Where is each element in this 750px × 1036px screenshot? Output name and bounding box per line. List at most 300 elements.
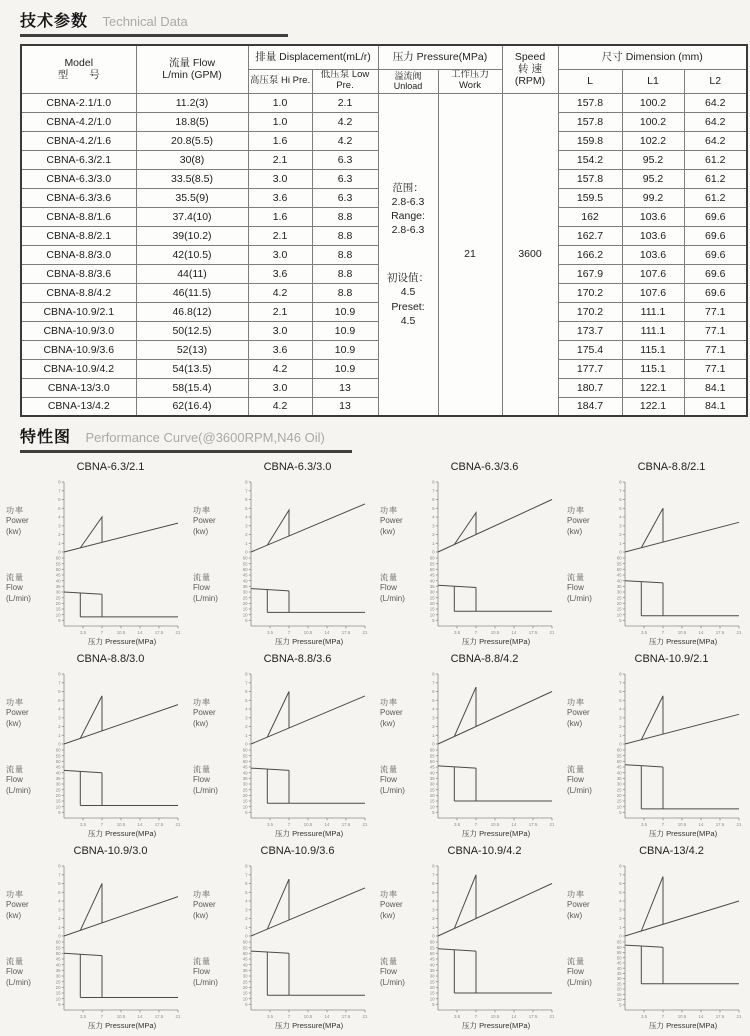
svg-text:17.5: 17.5 [154,629,164,635]
dim-L1-cell: 122.1 [622,397,684,416]
svg-text:40: 40 [429,578,435,584]
svg-text:14: 14 [698,629,704,635]
dim-L1-cell: 103.6 [622,245,684,264]
svg-text:8: 8 [619,479,622,485]
svg-text:55: 55 [55,753,61,759]
svg-text:8: 8 [432,479,435,485]
chart-title: CBNA-6.3/2.1 [76,461,145,473]
hi-pre-cell: 3.6 [248,188,312,207]
svg-text:4: 4 [245,898,248,904]
power-axis-label: 功率 Power (kw) [6,698,29,728]
svg-text:30: 30 [55,781,61,787]
model-cell: CBNA-6.3/3.6 [21,188,136,207]
svg-text:4: 4 [58,898,61,904]
svg-text:20: 20 [429,984,435,990]
svg-text:50: 50 [55,566,61,572]
flow-axis-label: 流量 Flow (L/min) [193,765,218,795]
svg-text:45: 45 [55,572,61,578]
chart-title: CBNA-8.8/2.1 [637,461,706,473]
svg-text:55: 55 [242,945,248,951]
svg-text:压力 Pressure(MPa): 压力 Pressure(MPa) [274,637,344,646]
speed-header-en: Speed [514,51,546,64]
svg-text:6: 6 [245,497,248,503]
chart-title: CBNA-10.9/3.6 [260,845,335,857]
svg-text:7: 7 [432,488,435,494]
svg-text:10.5: 10.5 [303,629,313,635]
flow-cell: 50(12.5) [136,321,248,340]
svg-text:10.5: 10.5 [677,1013,687,1019]
svg-text:65: 65 [616,939,622,945]
svg-text:7: 7 [287,629,291,635]
svg-text:50: 50 [616,955,622,961]
svg-text:5: 5 [245,697,248,703]
svg-text:7: 7 [619,872,622,878]
chart-body [376,476,563,651]
svg-text:3.5: 3.5 [79,1013,87,1019]
chart-plot [235,860,369,1030]
svg-text:14: 14 [324,1013,330,1019]
svg-text:55: 55 [55,561,61,567]
power-axis-label: 功率 Power (kw) [193,890,216,920]
svg-text:1: 1 [432,540,435,546]
col-header-work: 工作压力 Work [438,69,502,93]
chart-plot [48,668,182,838]
flow-cell: 46(11.5) [136,283,248,302]
svg-text:35: 35 [429,967,435,973]
flow-axis-label: 流量 Flow (L/min) [6,765,31,795]
svg-text:3: 3 [245,907,248,913]
svg-text:14: 14 [511,629,517,635]
performance-chart [563,652,750,844]
svg-text:17.5: 17.5 [341,629,351,635]
svg-text:15: 15 [616,991,622,997]
flow-header-line1: 流量 Flow [168,57,216,70]
hi-pre-cell: 3.0 [248,378,312,397]
svg-text:3.5: 3.5 [266,1013,274,1019]
svg-text:20: 20 [616,792,622,798]
svg-text:15: 15 [55,990,61,996]
svg-text:20: 20 [242,984,248,990]
model-header-cn: 型 号 [57,69,100,82]
svg-text:40: 40 [55,962,61,968]
svg-text:17.5: 17.5 [341,821,351,827]
svg-text:40: 40 [616,578,622,584]
dim-L1-cell: 107.6 [622,283,684,302]
dim-L2-cell: 69.6 [684,283,747,302]
dim-L2-cell: 61.2 [684,169,747,188]
chart-body [2,860,189,1035]
flow-cell: 44(11) [136,264,248,283]
svg-text:3: 3 [619,523,622,529]
svg-text:7: 7 [474,821,478,827]
svg-text:35: 35 [242,775,248,781]
svg-text:2: 2 [58,724,61,730]
low-pre-cell: 6.3 [312,150,378,169]
low-pre-cell: 13 [312,378,378,397]
svg-text:20: 20 [429,792,435,798]
svg-text:50: 50 [242,950,248,956]
svg-text:3.5: 3.5 [453,629,461,635]
power-axis-label: 功率 Power (kw) [380,506,403,536]
svg-text:1: 1 [432,732,435,738]
flow-cell: 35.5(9) [136,188,248,207]
svg-text:0: 0 [58,549,61,555]
svg-text:3.5: 3.5 [640,1013,648,1019]
svg-text:5: 5 [245,809,248,815]
svg-text:20: 20 [242,600,248,606]
chart-plot [235,476,369,646]
svg-text:6: 6 [619,497,622,503]
flow-cell: 52(13) [136,340,248,359]
svg-text:55: 55 [429,561,435,567]
svg-text:8: 8 [245,671,248,677]
dim-L-cell: 162.7 [558,226,622,245]
unload-line: 4.5 [400,286,416,299]
svg-text:4: 4 [245,514,248,520]
svg-text:14: 14 [137,629,143,635]
performance-chart [563,844,750,1036]
svg-text:5: 5 [58,697,61,703]
model-cell: CBNA-2.1/1.0 [21,93,136,112]
svg-text:15: 15 [242,990,248,996]
flow-axis-label: 流量 Flow (L/min) [567,957,592,987]
svg-text:30: 30 [616,781,622,787]
svg-text:30: 30 [429,973,435,979]
col-header-speed [502,45,558,93]
svg-text:8: 8 [432,671,435,677]
chart-title: CBNA-6.3/3.6 [450,461,519,473]
dim-L-cell: 170.2 [558,283,622,302]
svg-text:1: 1 [245,540,248,546]
unload-line: 2.8-6.3 [391,195,425,208]
chart-body [2,476,189,651]
dim-L-cell: 173.7 [558,321,622,340]
svg-text:15: 15 [55,798,61,804]
svg-text:3: 3 [619,715,622,721]
svg-text:10.5: 10.5 [116,1013,126,1019]
svg-text:4: 4 [432,514,435,520]
svg-text:8: 8 [58,863,61,869]
performance-chart [376,460,563,652]
svg-text:2: 2 [245,916,248,922]
svg-text:60: 60 [616,747,622,753]
svg-text:10: 10 [242,996,248,1002]
svg-text:7: 7 [619,488,622,494]
svg-text:15: 15 [616,798,622,804]
svg-text:压力 Pressure(MPa): 压力 Pressure(MPa) [461,1021,531,1030]
low-pre-cell: 6.3 [312,188,378,207]
svg-text:2: 2 [619,916,622,922]
svg-text:压力 Pressure(MPa): 压力 Pressure(MPa) [87,1021,157,1030]
dim-L1-cell: 103.6 [622,226,684,245]
dim-L1-cell: 107.6 [622,264,684,283]
dim-L2-cell: 84.1 [684,378,747,397]
svg-text:60: 60 [429,747,435,753]
unload-line: 初设值： [387,272,429,285]
svg-text:1: 1 [245,924,248,930]
svg-text:1: 1 [245,732,248,738]
svg-text:压力 Pressure(MPa): 压力 Pressure(MPa) [87,829,157,838]
svg-text:0: 0 [619,741,622,747]
dim-L1-cell: 103.6 [622,207,684,226]
svg-text:4: 4 [619,706,622,712]
svg-text:10: 10 [429,804,435,810]
model-header-en: Model [64,57,94,70]
svg-text:10: 10 [55,804,61,810]
svg-text:20: 20 [242,792,248,798]
model-cell: CBNA-10.9/3.6 [21,340,136,359]
svg-text:7: 7 [245,488,248,494]
svg-text:45: 45 [429,764,435,770]
svg-text:15: 15 [429,606,435,612]
low-pre-cell: 8.8 [312,207,378,226]
dim-L2-cell: 61.2 [684,188,747,207]
model-cell: CBNA-8.8/3.0 [21,245,136,264]
svg-text:1: 1 [58,732,61,738]
svg-text:21: 21 [175,629,181,635]
svg-text:压力 Pressure(MPa): 压力 Pressure(MPa) [648,1021,718,1030]
flow-axis-label: 流量 Flow (L/min) [380,573,405,603]
svg-text:60: 60 [55,747,61,753]
model-cell: CBNA-8.8/2.1 [21,226,136,245]
hi-pre-cell: 3.0 [248,245,312,264]
svg-text:17.5: 17.5 [341,1013,351,1019]
dim-L2-cell: 64.2 [684,131,747,150]
dim-L1-cell: 115.1 [622,359,684,378]
svg-text:5: 5 [245,889,248,895]
work-pressure-cell: 21 [438,93,502,416]
svg-text:50: 50 [429,950,435,956]
chart-body [376,668,563,843]
svg-text:55: 55 [242,753,248,759]
hi-pre-cell: 2.1 [248,226,312,245]
hi-pre-cell: 4.2 [248,283,312,302]
svg-text:0: 0 [432,933,435,939]
svg-text:30: 30 [242,781,248,787]
svg-text:3.5: 3.5 [79,629,87,635]
svg-text:45: 45 [242,572,248,578]
flow-axis-label: 流量 Flow (L/min) [193,957,218,987]
dim-L-cell: 167.9 [558,264,622,283]
svg-text:7: 7 [432,680,435,686]
svg-text:21: 21 [549,1013,555,1019]
svg-text:3: 3 [432,523,435,529]
low-pre-cell: 8.8 [312,264,378,283]
svg-text:35: 35 [55,775,61,781]
power-axis-label: 功率 Power (kw) [193,506,216,536]
speed-header-unit: (RPM) [514,75,546,88]
chart-plot [422,860,556,1030]
hi-pre-cell: 3.0 [248,169,312,188]
svg-text:10.5: 10.5 [303,821,313,827]
svg-text:14: 14 [137,1013,143,1019]
dim-L-cell: 166.2 [558,245,622,264]
speed-cell: 3600 [502,93,558,416]
svg-text:15: 15 [429,990,435,996]
svg-text:10: 10 [242,804,248,810]
svg-text:17.5: 17.5 [715,1013,725,1019]
svg-text:50: 50 [616,566,622,572]
svg-text:3: 3 [432,907,435,913]
chart-title: CBNA-13/4.2 [639,845,704,857]
svg-text:60: 60 [55,939,61,945]
flow-axis-label: 流量 Flow (L/min) [567,573,592,603]
model-cell: CBNA-8.8/4.2 [21,283,136,302]
model-cell: CBNA-4.2/1.6 [21,131,136,150]
svg-text:30: 30 [55,589,61,595]
chart-body [563,668,750,843]
col-header-unload: 溢流阀 Unload [378,69,438,93]
svg-text:2: 2 [619,724,622,730]
svg-text:21: 21 [736,629,742,635]
svg-text:4: 4 [619,898,622,904]
col-header-displacement: 排量 Displacement(mL/r) [248,45,378,69]
svg-text:14: 14 [324,629,330,635]
power-axis-label: 功率 Power (kw) [6,506,29,536]
svg-text:10.5: 10.5 [490,1013,500,1019]
performance-chart [189,652,376,844]
chart-body [189,860,376,1035]
hi-pre-cell: 3.6 [248,264,312,283]
flow-cell: 11.2(3) [136,93,248,112]
svg-text:1: 1 [432,924,435,930]
svg-text:35: 35 [616,583,622,589]
dim-L1-cell: 95.2 [622,169,684,188]
low-pre-cell: 4.2 [312,112,378,131]
svg-text:14: 14 [324,821,330,827]
hi-pre-cell: 4.2 [248,359,312,378]
svg-text:6: 6 [432,881,435,887]
chart-plot [235,668,369,838]
svg-text:45: 45 [616,960,622,966]
col-header-hi-pre: 高压泵 Hi Pre. [248,69,312,93]
svg-text:17.5: 17.5 [715,629,725,635]
section-underline [20,450,352,453]
svg-text:10: 10 [616,612,622,618]
model-cell: CBNA-8.8/3.6 [21,264,136,283]
svg-text:50: 50 [55,950,61,956]
svg-text:7: 7 [432,872,435,878]
svg-text:7: 7 [474,629,478,635]
svg-text:4: 4 [58,706,61,712]
svg-text:40: 40 [242,962,248,968]
speed-header-cn: 转 速 [518,63,542,76]
dim-L1-cell: 100.2 [622,93,684,112]
svg-text:14: 14 [511,821,517,827]
chart-plot [609,668,743,838]
model-cell: CBNA-10.9/2.1 [21,302,136,321]
model-cell: CBNA-6.3/3.0 [21,169,136,188]
svg-text:10.5: 10.5 [303,1013,313,1019]
flow-cell: 62(16.4) [136,397,248,416]
section-underline [20,34,288,37]
model-cell: CBNA-6.3/2.1 [21,150,136,169]
svg-text:60: 60 [429,555,435,561]
svg-text:7: 7 [58,488,61,494]
svg-text:3: 3 [619,907,622,913]
dim-L1-cell: 115.1 [622,340,684,359]
low-pre-cell: 10.9 [312,302,378,321]
svg-text:5: 5 [619,505,622,511]
section-title-cn: 技术参数 [20,13,89,30]
svg-text:45: 45 [242,956,248,962]
svg-text:7: 7 [58,872,61,878]
svg-text:17.5: 17.5 [528,1013,538,1019]
svg-text:17.5: 17.5 [528,821,538,827]
svg-text:14: 14 [137,821,143,827]
model-cell: CBNA-10.9/3.0 [21,321,136,340]
svg-text:30: 30 [429,781,435,787]
svg-text:1: 1 [619,540,622,546]
dim-L2-cell: 69.6 [684,245,747,264]
svg-text:10.5: 10.5 [116,629,126,635]
chart-plot [609,476,743,646]
svg-text:6: 6 [432,497,435,503]
chart-plot [422,476,556,646]
svg-text:7: 7 [661,629,665,635]
svg-text:45: 45 [55,764,61,770]
performance-chart [189,460,376,652]
svg-text:3.5: 3.5 [79,821,87,827]
svg-text:5: 5 [619,697,622,703]
svg-text:35: 35 [55,583,61,589]
svg-text:21: 21 [549,821,555,827]
svg-text:25: 25 [429,979,435,985]
svg-text:40: 40 [242,578,248,584]
svg-text:30: 30 [429,589,435,595]
flow-cell: 20.8(5.5) [136,131,248,150]
svg-text:0: 0 [432,549,435,555]
svg-text:20: 20 [55,792,61,798]
svg-text:4: 4 [58,514,61,520]
section-title-en: Technical Data [102,14,188,29]
svg-text:25: 25 [242,979,248,985]
svg-text:8: 8 [432,863,435,869]
performance-chart [189,844,376,1036]
svg-text:60: 60 [55,555,61,561]
svg-text:35: 35 [616,775,622,781]
svg-text:55: 55 [242,561,248,567]
unload-line [380,237,437,271]
svg-text:3: 3 [245,715,248,721]
svg-text:10.5: 10.5 [677,629,687,635]
dim-L-cell: 159.5 [558,188,622,207]
svg-text:7: 7 [661,1013,665,1019]
chart-body [2,668,189,843]
svg-text:60: 60 [242,939,248,945]
power-axis-label: 功率 Power (kw) [380,698,403,728]
svg-text:7: 7 [100,821,104,827]
svg-text:2: 2 [245,532,248,538]
svg-text:3.5: 3.5 [453,821,461,827]
flow-cell: 58(15.4) [136,378,248,397]
flow-cell: 54(13.5) [136,359,248,378]
dim-L2-cell: 64.2 [684,93,747,112]
col-header-model [21,45,136,93]
chart-title: CBNA-10.9/4.2 [447,845,522,857]
flow-axis-label: 流量 Flow (L/min) [6,573,31,603]
svg-text:17.5: 17.5 [715,821,725,827]
svg-text:7: 7 [287,821,291,827]
dim-L2-cell: 77.1 [684,321,747,340]
svg-text:6: 6 [58,881,61,887]
col-header-pressure: 压力 Pressure(MPa) [378,45,502,69]
svg-text:40: 40 [242,770,248,776]
svg-text:6: 6 [245,689,248,695]
svg-text:3: 3 [245,523,248,529]
svg-text:2: 2 [432,532,435,538]
svg-text:55: 55 [616,753,622,759]
